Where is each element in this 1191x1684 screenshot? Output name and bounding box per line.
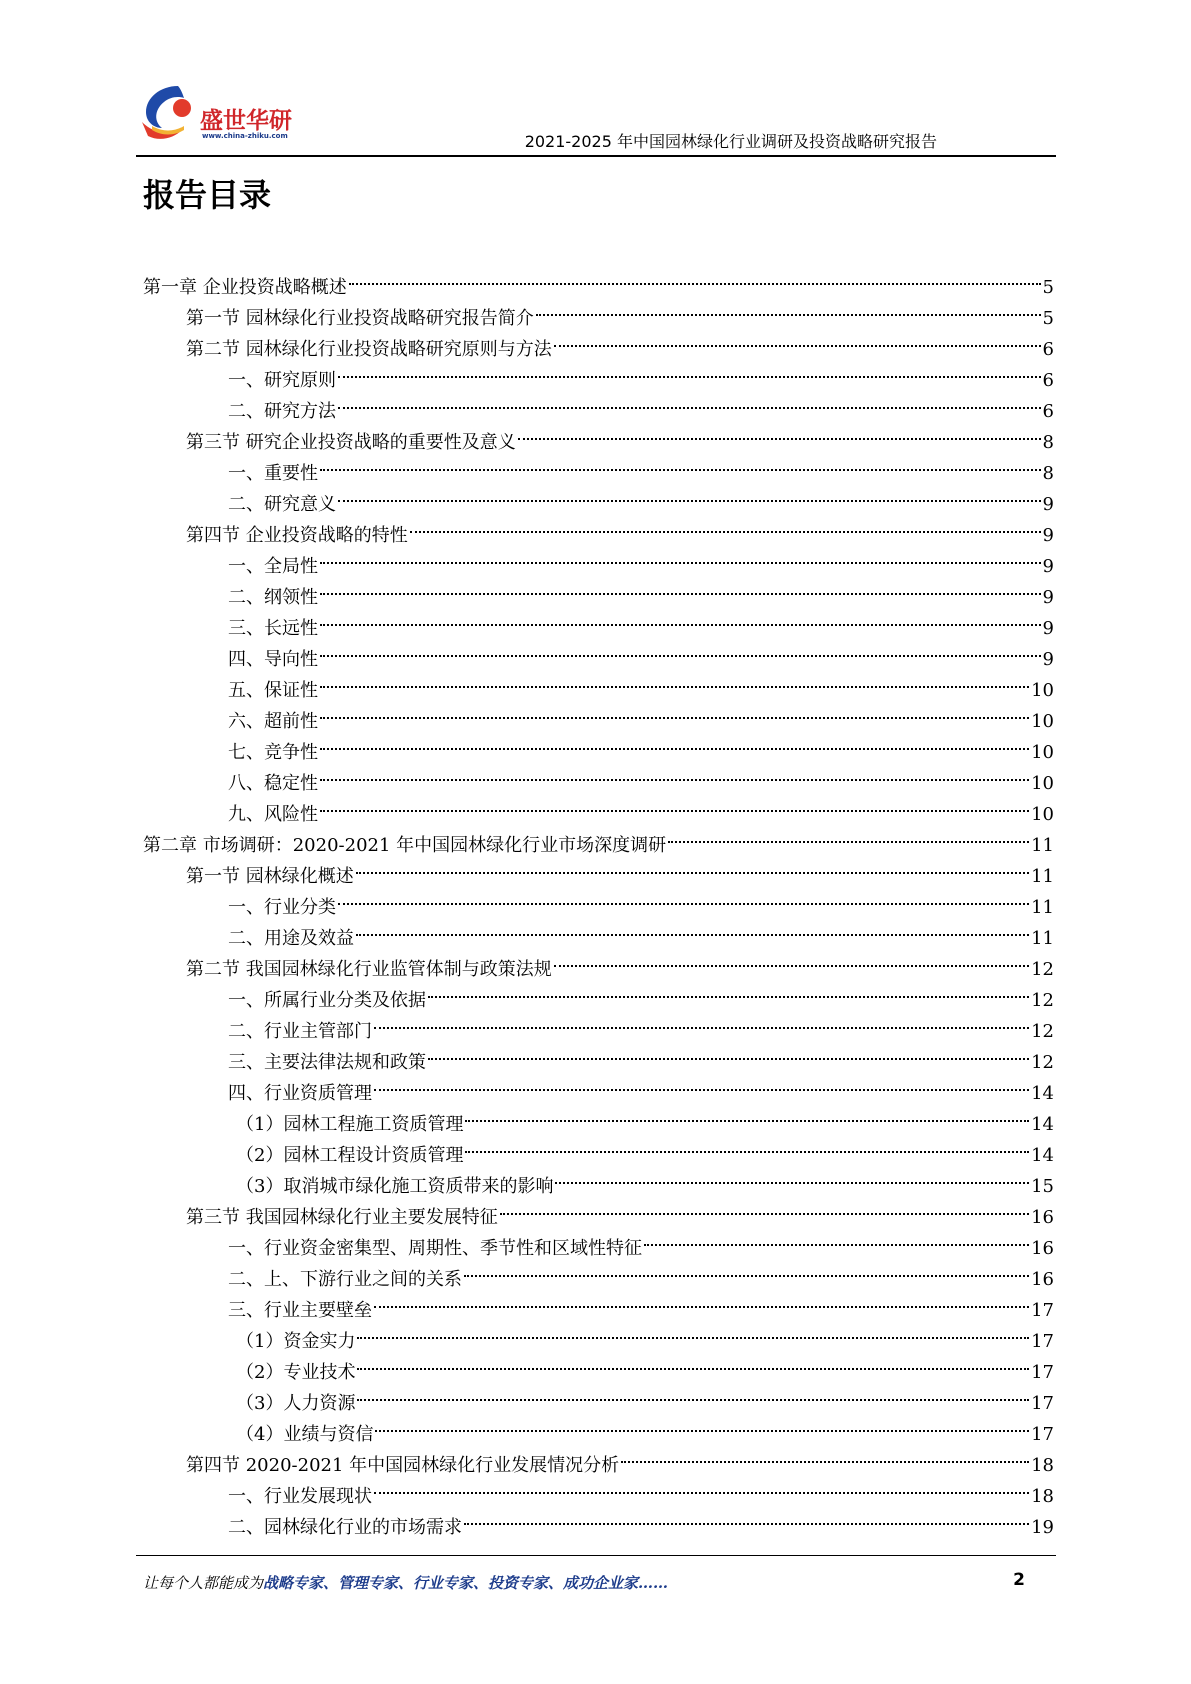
toc-entry[interactable] bbox=[228, 1502, 1054, 1538]
toc-entry[interactable] bbox=[186, 324, 1054, 360]
page-header bbox=[0, 0, 1191, 160]
toc-entry-page: 11 bbox=[1031, 866, 1054, 887]
toc-entry-label: （3）人力资源 bbox=[236, 1393, 356, 1414]
toc-dot-leader bbox=[320, 634, 1041, 665]
page-title: 报告目录 bbox=[143, 176, 272, 214]
toc-dot-leader bbox=[320, 572, 1041, 603]
toc-entry-label: 第二节 我国园林绿化行业监管体制与政策法规 bbox=[186, 959, 552, 980]
toc-entry-page: 15 bbox=[1031, 1176, 1054, 1197]
toc-entry[interactable] bbox=[186, 417, 1054, 453]
toc-entry[interactable] bbox=[186, 293, 1054, 329]
toc-dot-leader bbox=[320, 727, 1029, 758]
toc-entry-label: 一、行业资金密集型、周期性、季节性和区域性特征 bbox=[228, 1238, 642, 1259]
toc-entry-label: 三、主要法律法规和政策 bbox=[228, 1052, 426, 1073]
toc-entry-label: 第四节 2020-2021 年中国园林绿化行业发展情况分析 bbox=[186, 1455, 620, 1476]
toc-entry-page: 9 bbox=[1042, 556, 1054, 577]
toc-entry-label: 八、稳定性 bbox=[228, 773, 318, 794]
toc-entry-label: 一、研究原则 bbox=[228, 370, 336, 391]
toc-entry-page: 17 bbox=[1031, 1362, 1054, 1383]
toc-dot-leader bbox=[320, 665, 1029, 696]
toc-entry-label: 四、行业资质管理 bbox=[228, 1083, 372, 1104]
toc-entry-label: （3）取消城市绿化施工资质带来的影响 bbox=[236, 1176, 554, 1197]
toc-entry-page: 12 bbox=[1031, 1052, 1054, 1073]
footer-slogan bbox=[143, 1572, 668, 1593]
toc-entry-label: 第二节 园林绿化行业投资战略研究原则与方法 bbox=[186, 339, 552, 360]
toc-entry[interactable] bbox=[236, 1161, 1054, 1197]
toc-dot-leader bbox=[338, 479, 1041, 510]
toc-dot-leader bbox=[375, 1409, 1029, 1440]
toc-dot-leader bbox=[320, 789, 1029, 820]
toc-entry-page: 10 bbox=[1031, 773, 1054, 794]
toc-dot-leader bbox=[500, 1192, 1029, 1223]
toc-entry-page: 11 bbox=[1031, 928, 1054, 949]
toc-entry[interactable] bbox=[228, 1037, 1054, 1073]
toc-entry-label: 二、行业主管部门 bbox=[228, 1021, 372, 1042]
toc-entry[interactable] bbox=[143, 262, 1054, 298]
toc-entry-label: 一、重要性 bbox=[228, 463, 318, 484]
toc-dot-leader bbox=[554, 944, 1029, 975]
toc-entry-page: 12 bbox=[1031, 959, 1054, 980]
toc-entry-label: 第二章 市场调研：2020-2021 年中国园林绿化行业市场深度调研 bbox=[143, 835, 667, 856]
toc-entry-label: 九、风险性 bbox=[228, 804, 318, 825]
toc-dot-leader bbox=[465, 1130, 1029, 1161]
toc-dot-leader bbox=[349, 262, 1041, 293]
toc-entry-page: 6 bbox=[1042, 339, 1054, 360]
toc-dot-leader bbox=[320, 696, 1029, 727]
toc-entry-page: 12 bbox=[1031, 990, 1054, 1011]
toc-entry-label: （4）业绩与资信 bbox=[236, 1424, 374, 1445]
toc-entry-label: （2）专业技术 bbox=[236, 1362, 356, 1383]
toc-entry[interactable] bbox=[236, 1347, 1054, 1383]
toc-entry-label: 一、全局性 bbox=[228, 556, 318, 577]
footer-slogan-prefix: 让每个人都能成为 bbox=[143, 1574, 264, 1592]
toc-entry[interactable] bbox=[186, 1440, 1054, 1476]
toc-dot-leader bbox=[518, 417, 1041, 448]
toc-entry[interactable] bbox=[228, 572, 1054, 608]
toc-entry[interactable] bbox=[228, 1223, 1054, 1259]
toc-entry[interactable] bbox=[228, 355, 1054, 391]
toc-entry-page: 10 bbox=[1031, 711, 1054, 732]
toc-entry[interactable] bbox=[228, 882, 1054, 918]
toc-entry-page: 17 bbox=[1031, 1424, 1054, 1445]
toc-entry[interactable] bbox=[228, 758, 1054, 794]
toc-entry-label: 一、行业分类 bbox=[228, 897, 336, 918]
toc-entry[interactable] bbox=[186, 851, 1054, 887]
toc-entry-label: 一、所属行业分类及依据 bbox=[228, 990, 426, 1011]
toc-dot-leader bbox=[357, 1316, 1029, 1347]
toc-entry[interactable] bbox=[236, 1130, 1054, 1166]
footer-slogan-emphasis: 战略专家、管理专家、行业专家、投资专家、成功企业家…… bbox=[263, 1574, 669, 1592]
toc-entry[interactable] bbox=[186, 510, 1054, 546]
toc-dot-leader bbox=[338, 355, 1041, 386]
toc-entry[interactable] bbox=[236, 1378, 1054, 1414]
toc-entry-label: 第一节 园林绿化概述 bbox=[186, 866, 354, 887]
toc-entry[interactable] bbox=[236, 1099, 1054, 1135]
toc-entry-page: 9 bbox=[1042, 649, 1054, 670]
toc-entry-page: 11 bbox=[1031, 897, 1054, 918]
logo-emblem-icon bbox=[138, 82, 202, 144]
toc-entry[interactable] bbox=[228, 1006, 1054, 1042]
toc-dot-leader bbox=[356, 913, 1029, 944]
toc-dot-leader bbox=[374, 1068, 1029, 1099]
toc-entry[interactable] bbox=[236, 1409, 1054, 1445]
header-divider bbox=[136, 155, 1056, 157]
company-logo bbox=[138, 82, 313, 148]
toc-entry[interactable] bbox=[228, 1285, 1054, 1321]
toc-entry-label: 五、保证性 bbox=[228, 680, 318, 701]
toc-entry-label: 二、纲领性 bbox=[228, 587, 318, 608]
toc-entry-page: 9 bbox=[1042, 618, 1054, 639]
toc-dot-leader bbox=[621, 1440, 1029, 1471]
toc-dot-leader bbox=[338, 386, 1041, 417]
toc-dot-leader bbox=[374, 1471, 1029, 1502]
toc-dot-leader bbox=[357, 1347, 1029, 1378]
toc-dot-leader bbox=[668, 820, 1029, 851]
toc-entry-label: 三、长远性 bbox=[228, 618, 318, 639]
toc-dot-leader bbox=[356, 851, 1029, 882]
toc-entry-page: 9 bbox=[1042, 587, 1054, 608]
toc-entry[interactable] bbox=[228, 603, 1054, 639]
toc-entry-label: 第一章 企业投资战略概述 bbox=[143, 277, 347, 298]
toc-entry[interactable] bbox=[228, 386, 1054, 422]
toc-entry-label: 三、行业主要壁垒 bbox=[228, 1300, 372, 1321]
report-title: 2021-2025 年中国园林绿化行业调研及投资战略研究报告 bbox=[524, 132, 937, 151]
toc-dot-leader bbox=[536, 293, 1041, 324]
toc-dot-leader bbox=[374, 1285, 1029, 1316]
toc-entry[interactable] bbox=[228, 1471, 1054, 1507]
toc-entry-page: 17 bbox=[1031, 1331, 1054, 1352]
toc-entry[interactable] bbox=[228, 1254, 1054, 1290]
toc-entry-label: 第一节 园林绿化行业投资战略研究报告简介 bbox=[186, 308, 534, 329]
toc-entry-page: 5 bbox=[1042, 308, 1054, 329]
toc-dot-leader bbox=[320, 603, 1041, 634]
toc-dot-leader bbox=[320, 541, 1041, 572]
logo-name: 盛世华研 bbox=[200, 108, 292, 134]
toc-entry-page: 19 bbox=[1031, 1517, 1054, 1538]
toc-dot-leader bbox=[357, 1378, 1029, 1409]
toc-entry-label: 第三节 研究企业投资战略的重要性及意义 bbox=[186, 432, 516, 453]
toc-entry-page: 6 bbox=[1042, 401, 1054, 422]
toc-entry[interactable] bbox=[143, 820, 1054, 856]
toc-entry-page: 18 bbox=[1031, 1486, 1054, 1507]
toc-entry[interactable] bbox=[228, 1068, 1054, 1104]
toc-entry-page: 5 bbox=[1042, 277, 1054, 298]
toc-dot-leader bbox=[320, 448, 1041, 479]
toc-entry-page: 16 bbox=[1031, 1238, 1054, 1259]
logo-url: www.china-zhiku.com bbox=[202, 132, 288, 140]
toc-entry[interactable] bbox=[228, 448, 1054, 484]
toc-dot-leader bbox=[464, 1502, 1029, 1533]
toc-entry-label: 第四节 企业投资战略的特性 bbox=[186, 525, 408, 546]
toc-entry-label: 二、园林绿化行业的市场需求 bbox=[228, 1517, 462, 1538]
toc-entry-page: 10 bbox=[1031, 680, 1054, 701]
toc-entry[interactable] bbox=[186, 944, 1054, 980]
toc-entry[interactable] bbox=[228, 696, 1054, 732]
toc-entry-label: 一、行业发展现状 bbox=[228, 1486, 372, 1507]
toc-entry-label: 二、用途及效益 bbox=[228, 928, 354, 949]
toc-entry-page: 9 bbox=[1042, 494, 1054, 515]
toc-entry-page: 14 bbox=[1031, 1145, 1054, 1166]
toc-entry-page: 16 bbox=[1031, 1269, 1054, 1290]
toc-entry-label: （1）资金实力 bbox=[236, 1331, 356, 1352]
toc-entry-page: 17 bbox=[1031, 1393, 1054, 1414]
toc-entry-page: 6 bbox=[1042, 370, 1054, 391]
toc-dot-leader bbox=[410, 510, 1041, 541]
toc-entry-page: 9 bbox=[1042, 525, 1054, 546]
toc-dot-leader bbox=[320, 758, 1029, 789]
toc-entry-page: 14 bbox=[1031, 1083, 1054, 1104]
toc-entry[interactable] bbox=[228, 541, 1054, 577]
toc-dot-leader bbox=[338, 882, 1029, 913]
toc-entry[interactable] bbox=[228, 634, 1054, 670]
toc-dot-leader bbox=[374, 1006, 1029, 1037]
footer-divider bbox=[136, 1555, 1056, 1556]
toc-entry-label: 七、竞争性 bbox=[228, 742, 318, 763]
toc-dot-leader bbox=[465, 1099, 1029, 1130]
toc-entry[interactable] bbox=[186, 1192, 1054, 1228]
page-number: 2 bbox=[1013, 1570, 1025, 1590]
toc-entry[interactable] bbox=[236, 1316, 1054, 1352]
toc-entry[interactable] bbox=[228, 789, 1054, 825]
toc-entry-page: 10 bbox=[1031, 742, 1054, 763]
toc-entry[interactable] bbox=[228, 913, 1054, 949]
toc-entry-label: 四、导向性 bbox=[228, 649, 318, 670]
toc-entry[interactable] bbox=[228, 727, 1054, 763]
toc-entry-page: 10 bbox=[1031, 804, 1054, 825]
toc-dot-leader bbox=[428, 1037, 1029, 1068]
toc-dot-leader bbox=[554, 324, 1041, 355]
toc-dot-leader bbox=[428, 975, 1029, 1006]
toc-entry-label: （2）园林工程设计资质管理 bbox=[236, 1145, 464, 1166]
toc-entry[interactable] bbox=[228, 975, 1054, 1011]
toc-dot-leader bbox=[555, 1161, 1029, 1192]
toc-entry-page: 14 bbox=[1031, 1114, 1054, 1135]
toc-entry-label: 第三节 我国园林绿化行业主要发展特征 bbox=[186, 1207, 498, 1228]
toc-dot-leader bbox=[644, 1223, 1029, 1254]
toc-entry-page: 17 bbox=[1031, 1300, 1054, 1321]
toc-entry-label: 六、超前性 bbox=[228, 711, 318, 732]
toc-dot-leader bbox=[464, 1254, 1029, 1285]
toc-entry-page: 8 bbox=[1042, 432, 1054, 453]
toc-entry[interactable] bbox=[228, 665, 1054, 701]
toc-entry-page: 8 bbox=[1042, 463, 1054, 484]
toc-entry-page: 16 bbox=[1031, 1207, 1054, 1228]
toc-entry-label: 二、研究意义 bbox=[228, 494, 336, 515]
toc-entry-label: 二、上、下游行业之间的关系 bbox=[228, 1269, 462, 1290]
toc-entry-label: 二、研究方法 bbox=[228, 401, 336, 422]
toc-entry-page: 11 bbox=[1031, 835, 1054, 856]
toc-entry[interactable] bbox=[228, 479, 1054, 515]
toc-entry-page: 18 bbox=[1031, 1455, 1054, 1476]
toc-entry-label: （1）园林工程施工资质管理 bbox=[236, 1114, 464, 1135]
toc-entry-page: 12 bbox=[1031, 1021, 1054, 1042]
